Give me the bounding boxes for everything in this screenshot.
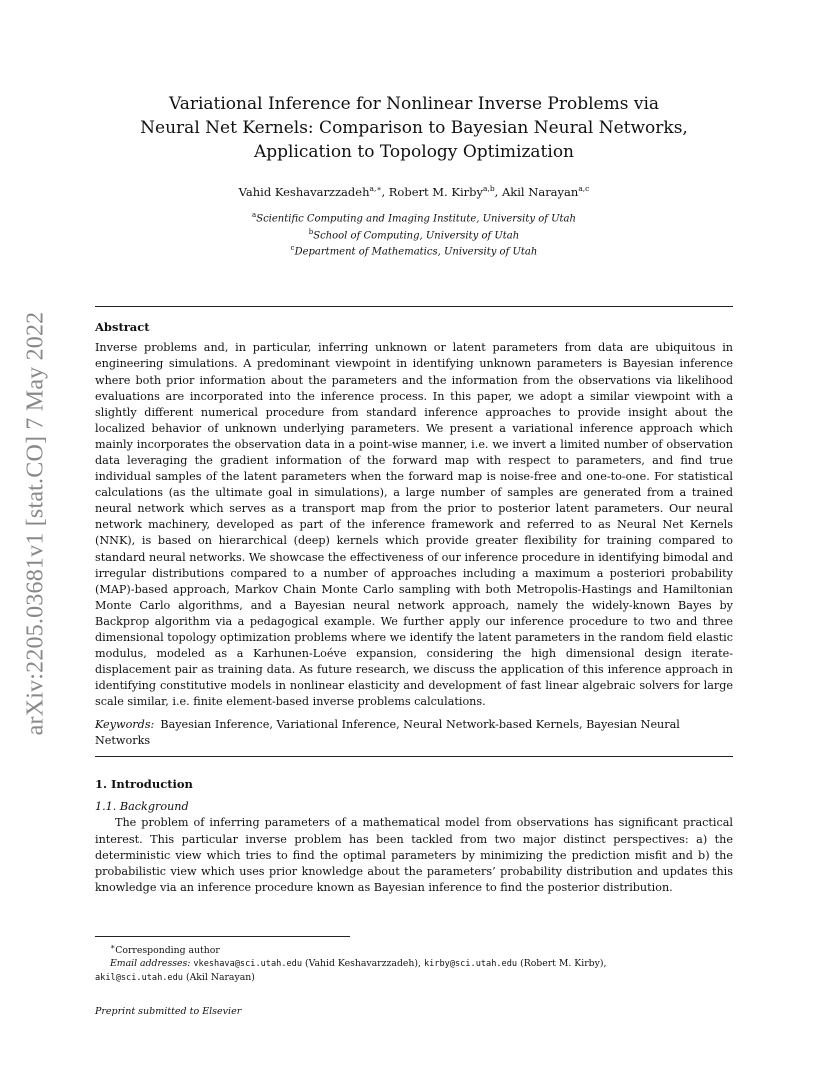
- affiliation-b-sup: b: [308, 227, 314, 236]
- email-owner-3: (Akil Narayan): [185, 972, 255, 984]
- email-link-3[interactable]: akil@sci.utah.edu: [95, 973, 183, 984]
- footnote-rule: [95, 936, 350, 937]
- author-2: [389, 185, 502, 199]
- footnote-corresponding: [95, 940, 733, 957]
- author-2-sup: a,b: [483, 184, 495, 193]
- preprint-notice: Preprint submitted to Elsevier: [95, 1006, 242, 1017]
- arxiv-identifier-stamp: [16, 283, 56, 763]
- author-list: [95, 184, 733, 199]
- email-link-2[interactable]: kirby@sci.utah.edu: [423, 959, 518, 970]
- footnote-corresponding-text: Corresponding author: [115, 945, 220, 957]
- keywords: [95, 717, 733, 749]
- keywords-text: Bayesian Inference, Variational Inference, Neural Network-based Kernels, Bayesian Neural Networks: [95, 718, 680, 748]
- title-line-1: Variational Inference for Nonlinear Inverse Problems via: [168, 94, 660, 114]
- subsection-heading-background: 1.1. Background: [95, 800, 189, 814]
- abstract-top-rule: [95, 306, 733, 307]
- affiliation-c: [95, 242, 733, 259]
- email-owner-2: (Robert M. Kirby),: [520, 958, 607, 970]
- title-line-3: Application to Topology Optimization: [253, 142, 575, 162]
- author-1: [239, 185, 389, 199]
- email-label: Email addresses:: [110, 958, 191, 970]
- affiliation-a-text: Scientific Computing and Imaging Institute, University of Utah: [256, 213, 576, 225]
- footnote-corresponding-indent: [95, 940, 220, 957]
- footnote-emails-indent: [95, 958, 606, 969]
- introduction-paragraph: The problem of inferring parameters of a mathematical model from observations has significant practical interest. This particular inverse problem has been tackled from two major distinct perspectives: a) the deterministic view which tries to find the optimal parameters by minimizing the prediction misfit and b) the probabilistic view which uses prior knowledge about the parameters’ probability distribution and updates this knowledge via an inference procedure known as Bayesian inference to find the posterior distribution.: [95, 816, 733, 894]
- affiliation-a-sup: a: [252, 210, 257, 219]
- author-2-name: Robert M. Kirby: [388, 184, 483, 199]
- author-1-sep: ,: [381, 184, 389, 199]
- paper-title: [95, 92, 733, 164]
- email-owner-1: (Vahid Keshavarzzadeh),: [304, 958, 421, 970]
- footnotes: [95, 936, 733, 985]
- affiliation-b: [95, 226, 733, 243]
- author-2-sep: ,: [494, 184, 502, 199]
- author-1-sup: a,∗: [369, 184, 382, 193]
- affiliation-list: [95, 209, 733, 259]
- footnote-corresponding-sup: ∗: [110, 942, 116, 951]
- section-heading-introduction: 1. Introduction: [95, 777, 193, 792]
- affiliation-c-text: Department of Mathematics, University of Utah: [294, 246, 538, 258]
- abstract-text: Inverse problems and, in particular, inferring unknown or latent parameters from data are ubiquitous in engineering simulations. A predominant viewpoint in identifying unknown parameters is Bayesian inference where both prior information about the parameters and the information from the observations via likelihood evaluations are incorporated into the inference process. In this paper, we adopt a similar viewpoint with a slightly different numerical procedure from standard inference approaches to provide insight about the localized behavior of unknown underlying parameters. We present a variational inference approach which mainly incorporates the observation data in a point-wise manner, i.e. we invert a limited number of observation data leveraging the gradient information of the forward map with respect to parameters, and find true individual samples of the latent parameters when the forward map is noise-free and one-to-one. For statistical calculations (as the ultimate goal in simulations), a large number of samples are generated from a trained neural network which serves as a transport map from the prior to posterior latent parameters. Our neural network machinery, developed as part of the inference framework and referred to as Neural Net Kernels (NNK), is based on hierarchical (deep) kernels which provide greater flexibility for training compared to standard neural networks. We showcase the effectiveness of our inference procedure in identifying bimodal and irregular distributions compared to a number of approaches including a maximum a posteriori probability (MAP)-based approach, Markov Chain Monte Carlo sampling with both Metropolis-Hastings and Hamiltonian Monte Carlo algorithms, and a Bayesian neural network approach, namely the widely-known Bayes by Backprop algorithm via a pedagogical example. We further apply our inference procedure to two and three dimensional topology optimization problems where we identify the latent parameters in the random field elastic modulus, modeled as a Karhunen-Loéve expansion, considering the high dimensional design iterate-displacement pair as training data. As future research, we discuss the application of this inference approach in identifying constitutive models in nonlinear elasticity and development of fast linear algebraic solvers for large scale similar, i.e. finite element-based inverse problems calculations.: [95, 341, 733, 709]
- arxiv-identifier-text: arXiv:2205.03681v1 [stat.CO] 7 May 2022: [22, 311, 49, 735]
- author-3-sup: a,c: [578, 184, 590, 193]
- affiliation-b-text: School of Computing, University of Utah: [313, 229, 520, 241]
- author-3: [502, 185, 589, 199]
- affiliation-c-sup: c: [290, 244, 295, 253]
- affiliation-a: [95, 209, 733, 226]
- abstract-heading: Abstract: [95, 320, 150, 335]
- paper-first-page: [95, 92, 733, 896]
- email-link-1[interactable]: vkeshava@sci.utah.edu: [193, 959, 303, 970]
- title-line-2: Neural Net Kernels: Comparison to Bayesian Neural Networks,: [140, 118, 688, 138]
- abstract-bottom-rule: [95, 756, 733, 757]
- footnote-emails: [95, 957, 733, 985]
- keywords-label: Keywords:: [95, 718, 155, 732]
- author-3-name: Akil Narayan: [501, 184, 579, 199]
- author-1-name: Vahid Keshavarzzadeh: [238, 184, 370, 199]
